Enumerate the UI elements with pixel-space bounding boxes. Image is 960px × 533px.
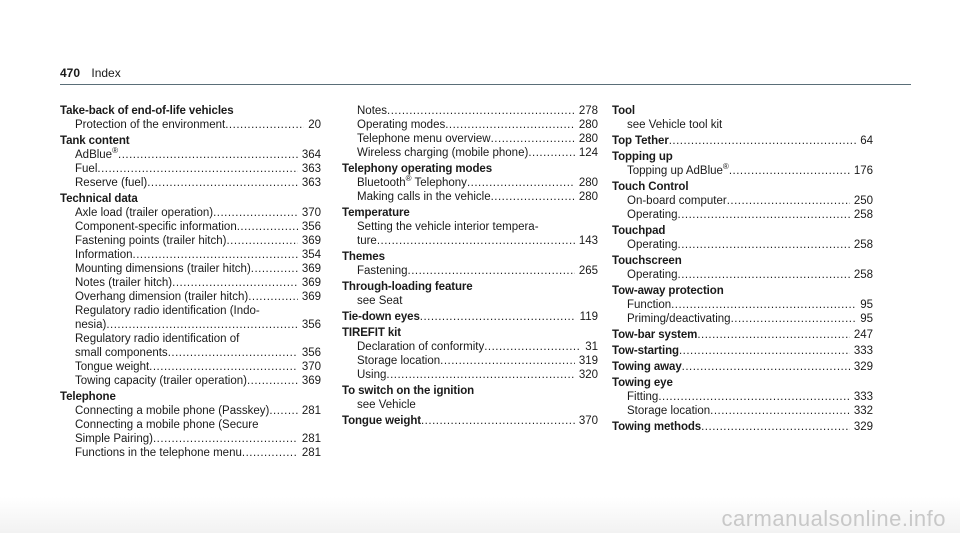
- page-ref: 143: [578, 235, 598, 247]
- subentry-label: [75, 148, 118, 162]
- subentry-label: [75, 248, 133, 262]
- dot-leader: [225, 118, 304, 132]
- subentry-text: nesia): [75, 319, 107, 331]
- subentry-label: [75, 290, 248, 304]
- subentry: [342, 146, 598, 160]
- subentry-text: Protection of the environment: [75, 119, 226, 131]
- index-term-line: [342, 414, 598, 428]
- subentry-text: Fastening: [357, 265, 408, 277]
- subentry: [612, 208, 873, 222]
- index-term: Tow-starting: [612, 345, 679, 357]
- subentry-text: Fitting: [627, 391, 659, 403]
- subentry: [342, 340, 598, 354]
- index-term: Towing away: [612, 361, 682, 373]
- see-reference: see Vehicle tool kit: [627, 119, 723, 131]
- subentry-label: [357, 146, 528, 160]
- page-ref: 332: [853, 405, 873, 417]
- page-ref: 64: [860, 135, 873, 147]
- subentry: [60, 374, 321, 388]
- page-ref: 278: [578, 105, 598, 117]
- subentry-text: Operating: [627, 239, 678, 251]
- page-ref: 369: [301, 375, 321, 387]
- index-entry: [342, 250, 598, 278]
- subentry-text: Telephone menu overview: [357, 133, 491, 145]
- dot-leader: [147, 176, 298, 190]
- subentry-text: Operating: [627, 209, 678, 221]
- index-entry: [342, 162, 598, 204]
- page-ref: 370: [301, 361, 321, 373]
- page-ref: 329: [853, 421, 873, 433]
- subentry: [342, 118, 598, 132]
- page-ref: 329: [853, 361, 873, 373]
- index-entry: [60, 192, 321, 388]
- index-term: Tow-away protection: [612, 285, 724, 297]
- index-entry: [612, 420, 873, 434]
- page-ref: 31: [585, 341, 598, 353]
- index-term: Take-back of end-of-life vehicles: [60, 105, 234, 117]
- index-entry: [342, 326, 598, 382]
- subentry: [342, 190, 598, 204]
- page-ref: 20: [308, 119, 321, 131]
- subentry: [612, 404, 873, 418]
- page-ref: 333: [853, 345, 873, 357]
- subentry: [60, 234, 321, 248]
- subentry: [612, 312, 873, 326]
- page-ref: 265: [578, 265, 598, 277]
- index-term: Tool: [612, 105, 636, 117]
- subentry-label: [75, 404, 269, 418]
- dot-leader: [697, 328, 850, 342]
- index-term: Technical data: [60, 193, 138, 205]
- dot-leader: [386, 368, 574, 382]
- page-ref: 119: [579, 311, 598, 323]
- subentry-label: [627, 390, 658, 404]
- index-entry: [612, 344, 873, 358]
- dot-leader: [421, 414, 575, 428]
- dot-leader: [106, 318, 297, 332]
- subentry-label: [357, 132, 491, 146]
- index-term: Towing methods: [612, 421, 702, 433]
- subentry: [342, 264, 598, 278]
- subentry: [612, 164, 873, 178]
- index-term: Telephone: [60, 391, 116, 403]
- subentry-text: Connecting a mobile phone (Secure: [75, 419, 259, 431]
- page-ref: 370: [301, 207, 321, 219]
- subentry-text: Reserve (fuel): [75, 177, 148, 189]
- watermark: carmanualsonline.info: [721, 506, 946, 531]
- page-ref: 319: [578, 355, 598, 367]
- dot-leader: [491, 190, 575, 204]
- page-ref: 124: [578, 147, 598, 159]
- subentry-label: [75, 220, 237, 234]
- subentry: [60, 432, 321, 446]
- dot-leader: [133, 248, 298, 262]
- index-term: TIREFIT kit: [342, 327, 401, 339]
- subentry: [60, 162, 321, 176]
- subentry-label: [357, 340, 484, 354]
- index-term: Tow-bar system: [612, 329, 698, 341]
- subentry-label: [357, 104, 387, 118]
- dot-leader: [729, 164, 850, 178]
- subentry-text: Simple Pairing): [75, 433, 153, 445]
- subentry-text: Axle load (trailer operation): [75, 207, 214, 219]
- subentry-label: [75, 206, 213, 220]
- subentry-label: [75, 234, 226, 248]
- dot-leader: [269, 404, 297, 418]
- subentry-label: [627, 312, 731, 326]
- subentry-label: [627, 164, 729, 178]
- subentry-text: Telephony: [411, 177, 467, 189]
- dot-leader: [226, 234, 297, 248]
- dot-leader: [247, 374, 298, 388]
- page-ref: 364: [301, 149, 321, 161]
- subentry: [60, 318, 321, 332]
- subentry-text: Regulatory radio identification of: [75, 333, 240, 345]
- page-ref: 281: [301, 405, 321, 417]
- page-ref: 369: [301, 263, 321, 275]
- index-entry: [342, 310, 598, 324]
- page-ref: 258: [853, 269, 873, 281]
- subentry: [60, 290, 321, 304]
- dot-leader: [387, 104, 575, 118]
- subentry-text: Topping up AdBlue: [627, 165, 723, 177]
- page-ref: 369: [301, 291, 321, 303]
- subentry-label: [75, 432, 153, 446]
- subentry: [60, 276, 321, 290]
- index-term: Themes: [342, 251, 385, 263]
- subentry-text: Regulatory radio identification (Indo-: [75, 305, 260, 317]
- dot-leader: [149, 360, 298, 374]
- subentry-text: Using: [357, 369, 387, 381]
- index-column-2: [342, 104, 598, 430]
- subentry-label: [627, 268, 678, 282]
- subentry-text: small components: [75, 347, 168, 359]
- page-ref: 281: [301, 433, 321, 445]
- subentry-text: Component-specific information: [75, 221, 237, 233]
- index-entry: [612, 284, 873, 326]
- subentry-text: Fuel: [75, 163, 98, 175]
- section-title: Index: [91, 66, 121, 80]
- subentry: [612, 390, 873, 404]
- subentry-label: [357, 264, 408, 278]
- page-ref: 356: [301, 319, 321, 331]
- subentry: [612, 298, 873, 312]
- page-ref: 250: [853, 195, 873, 207]
- dot-leader: [242, 446, 298, 460]
- subentry: [612, 268, 873, 282]
- subentry-text: Information: [75, 249, 133, 261]
- index-entry: [60, 390, 321, 460]
- dot-leader: [731, 312, 857, 326]
- index-entry: [342, 206, 598, 248]
- index-entry: [60, 104, 321, 132]
- index-term: Touch Control: [612, 181, 689, 193]
- subentry: [342, 234, 598, 248]
- see-reference: see Seat: [357, 295, 403, 307]
- subentry: [612, 194, 873, 208]
- dot-leader: [168, 346, 298, 360]
- dot-leader: [445, 118, 575, 132]
- subentry-label: [357, 190, 491, 204]
- dot-leader: [671, 298, 856, 312]
- subentry: [60, 220, 321, 234]
- dot-leader: [467, 176, 575, 190]
- subentry: [60, 148, 321, 162]
- subentry: [612, 238, 873, 252]
- page-ref: 333: [853, 391, 873, 403]
- subentry: [60, 360, 321, 374]
- index-term: To switch on the ignition: [342, 385, 475, 397]
- dot-leader: [251, 262, 298, 276]
- subentry-label: [75, 346, 168, 360]
- dot-leader: [420, 310, 576, 324]
- page-ref: 95: [860, 299, 873, 311]
- dot-leader: [678, 268, 850, 282]
- index-term-line: [342, 310, 598, 324]
- page-ref: 363: [301, 177, 321, 189]
- dot-leader: [97, 162, 297, 176]
- subentry-text: Overhang dimension (trailer hitch): [75, 291, 249, 303]
- page-ref: 281: [301, 447, 321, 459]
- subentry-text: Notes (trailer hitch): [75, 277, 173, 289]
- subentry-text: AdBlue: [75, 149, 113, 161]
- dot-leader: [237, 220, 298, 234]
- page-ref: 356: [301, 347, 321, 359]
- page-ref: 370: [578, 415, 598, 427]
- dot-leader: [491, 132, 575, 146]
- index-entry: [342, 414, 598, 428]
- dot-leader: [484, 340, 581, 354]
- index-term: Tie-down eyes: [342, 311, 420, 323]
- dot-leader: [440, 354, 575, 368]
- registered-mark: ®: [722, 162, 729, 172]
- subentry: [342, 104, 598, 118]
- registered-mark: ®: [112, 146, 118, 156]
- index-term-line: [612, 344, 873, 358]
- subentry-label: [357, 354, 440, 368]
- subentry-text: Operating modes: [357, 119, 446, 131]
- index-term-line: [612, 134, 873, 148]
- subentry: [342, 176, 598, 190]
- index-term: Topping up: [612, 151, 673, 163]
- index-term: Tongue weight: [342, 415, 421, 427]
- page-header: [60, 66, 121, 80]
- subentry: [342, 132, 598, 146]
- subentry-text: Functions in the telephone menu: [75, 447, 242, 459]
- index-term: Touchscreen: [612, 255, 682, 267]
- index-column-3: [612, 104, 873, 436]
- subentry-text: Bluetooth: [357, 177, 406, 189]
- page-ref: 369: [301, 277, 321, 289]
- index-term: Tank content: [60, 135, 130, 147]
- subentry-text: Wireless charging (mobile phone): [357, 147, 529, 159]
- index-term: Through-loading feature: [342, 281, 473, 293]
- dot-leader: [248, 290, 298, 304]
- index-entry: [612, 376, 873, 418]
- subentry-text: Making calls in the vehicle: [357, 191, 491, 203]
- header-divider: [60, 84, 911, 85]
- subentry-label: [627, 238, 678, 252]
- page-ref: 95: [860, 313, 873, 325]
- subentry-text: Priming/deactivating: [627, 313, 731, 325]
- subentry-label: [75, 262, 251, 276]
- subentry-label: [75, 446, 242, 460]
- index-entry: [612, 104, 873, 132]
- subentry-text: Notes: [357, 105, 388, 117]
- dot-leader: [658, 390, 849, 404]
- dot-leader: [678, 238, 850, 252]
- page-ref: 258: [853, 209, 873, 221]
- page-ref: 280: [578, 177, 598, 189]
- dot-leader: [213, 206, 298, 220]
- subentry-label: [75, 374, 247, 388]
- subentry-text: ture: [357, 235, 377, 247]
- index-term-line: [612, 420, 873, 434]
- index-entry: [612, 134, 873, 148]
- dot-leader: [710, 404, 850, 418]
- page-ref: 356: [301, 221, 321, 233]
- subentry-label: [75, 360, 149, 374]
- subentry-text: Setting the vehicle interior tempera-: [357, 221, 539, 233]
- subentry: [60, 118, 321, 132]
- subentry-label: [357, 176, 467, 190]
- subentry-label: [357, 234, 377, 248]
- index-entry: [612, 180, 873, 222]
- subentry-label: [357, 118, 445, 132]
- subentry-text: Storage location: [627, 405, 711, 417]
- subentry: [342, 354, 598, 368]
- index-entry: [342, 280, 598, 308]
- index-term-line: [612, 360, 873, 374]
- dot-leader: [669, 134, 856, 148]
- index-term-line: [612, 328, 873, 342]
- subentry: [60, 262, 321, 276]
- subentry-label: [75, 118, 225, 132]
- dot-leader: [153, 432, 298, 446]
- index-entry: [612, 254, 873, 282]
- dot-leader: [118, 148, 298, 162]
- dot-leader: [377, 234, 575, 248]
- see-reference: see Vehicle: [357, 399, 416, 411]
- subentry: [342, 368, 598, 382]
- index-entry: [60, 134, 321, 190]
- subentry-label: [75, 276, 172, 290]
- subentry: [60, 248, 321, 262]
- subentry: [60, 446, 321, 460]
- index-entry: [612, 150, 873, 178]
- dot-leader: [727, 194, 850, 208]
- subentry: [60, 206, 321, 220]
- index-term: Top Tether: [612, 135, 669, 147]
- subentry-label: [627, 404, 710, 418]
- subentry-text: Function: [627, 299, 672, 311]
- index-column-1: [60, 104, 321, 462]
- page-ref: 369: [301, 235, 321, 247]
- index-entry: [612, 328, 873, 342]
- index-entry: [612, 360, 873, 374]
- subentry-text: Storage location: [357, 355, 441, 367]
- page-ref: 363: [301, 163, 321, 175]
- subentry-text: Mounting dimensions (trailer hitch): [75, 263, 251, 275]
- dot-leader: [172, 276, 298, 290]
- subentry-text: Connecting a mobile phone (Passkey): [75, 405, 270, 417]
- subentry-label: [75, 176, 147, 190]
- subentry: [60, 346, 321, 360]
- page-ref: 176: [853, 165, 873, 177]
- subentry-text: Tongue weight: [75, 361, 150, 373]
- subentry-label: [75, 318, 106, 332]
- page-ref: 280: [578, 119, 598, 131]
- dot-leader: [408, 264, 575, 278]
- subentry-text: On-board computer: [627, 195, 727, 207]
- dot-leader: [679, 344, 850, 358]
- index-term: Towing eye: [612, 377, 673, 389]
- page-ref: 280: [578, 191, 598, 203]
- subentry-text: Fastening points (trailer hitch): [75, 235, 227, 247]
- dot-leader: [701, 420, 850, 434]
- index-entry: [342, 104, 598, 160]
- subentry-text: Towing capacity (trailer operation): [75, 375, 247, 387]
- index-term: Touchpad: [612, 225, 666, 237]
- index-term: Telephony operating modes: [342, 163, 492, 175]
- index-entry: [612, 224, 873, 252]
- index-entry: [342, 384, 598, 412]
- page-ref: 280: [578, 133, 598, 145]
- registered-mark: ®: [405, 174, 412, 184]
- page-ref: 320: [578, 369, 598, 381]
- index-term: Temperature: [342, 207, 410, 219]
- subentry-text: Declaration of conformity: [357, 341, 485, 353]
- page-ref: 258: [853, 239, 873, 251]
- subentry-label: [627, 298, 671, 312]
- dot-leader: [682, 360, 850, 374]
- page-ref: 354: [301, 249, 321, 261]
- subentry-text: Operating: [627, 269, 678, 281]
- subentry-label: [627, 208, 678, 222]
- dot-leader: [678, 208, 850, 222]
- subentry: [60, 404, 321, 418]
- page-ref: 247: [853, 329, 873, 341]
- subentry-label: [627, 194, 727, 208]
- subentry-label: [357, 368, 386, 382]
- subentry: [60, 176, 321, 190]
- subentry-label: [75, 162, 97, 176]
- dot-leader: [528, 146, 575, 160]
- page-number: 470: [60, 66, 81, 80]
